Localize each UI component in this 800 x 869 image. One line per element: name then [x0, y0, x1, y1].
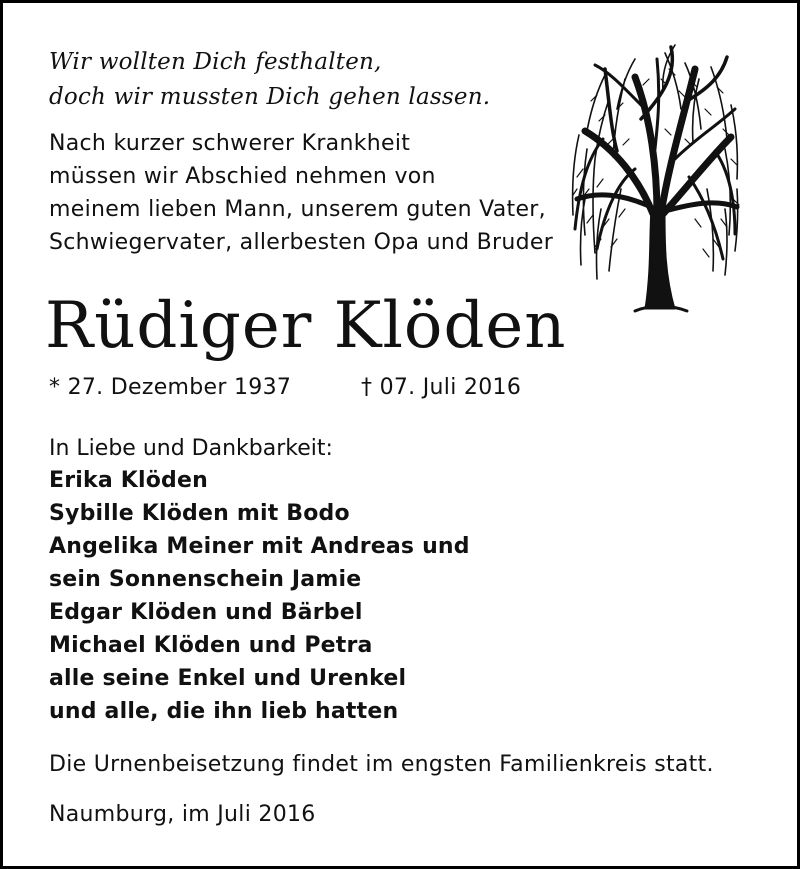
family-heading: In Liebe und Dankbarkeit: [49, 436, 333, 461]
family-member: Angelika Meiner mit Andreas und [49, 534, 470, 559]
family-member: und alle, die ihn lieb hatten [49, 699, 399, 724]
family-member: Erika Klöden [49, 468, 208, 493]
family-member: alle seine Enkel und Urenkel [49, 666, 407, 691]
birth-date: * 27. Dezember 1937 [49, 375, 292, 400]
deceased-name: Rüdiger Klöden [45, 289, 567, 363]
intro-line-2: müssen wir Abschied nehmen von [49, 164, 436, 189]
verse-line-1: Wir wollten Dich festhalten, [49, 49, 382, 75]
verse-line-2: doch wir mussten Dich gehen lassen. [49, 84, 491, 110]
family-member: Edgar Klöden und Bärbel [49, 600, 363, 625]
family-member: Sybille Klöden mit Bodo [49, 501, 350, 526]
family-member: Michael Klöden und Petra [49, 633, 373, 658]
intro-line-3: meinem lieben Mann, unserem guten Vater, [49, 197, 546, 222]
tree-icon [565, 39, 741, 315]
intro-line-4: Schwiegervater, allerbesten Opa und Bruder [49, 230, 554, 255]
place-date: Naumburg, im Juli 2016 [49, 802, 316, 827]
family-member: sein Sonnenschein Jamie [49, 567, 362, 592]
death-date: † 07. Juli 2016 [361, 375, 522, 400]
burial-notice: Die Urnenbeisetzung findet im engsten Familienkreis statt. [49, 752, 714, 777]
intro-line-1: Nach kurzer schwerer Krankheit [49, 131, 411, 156]
